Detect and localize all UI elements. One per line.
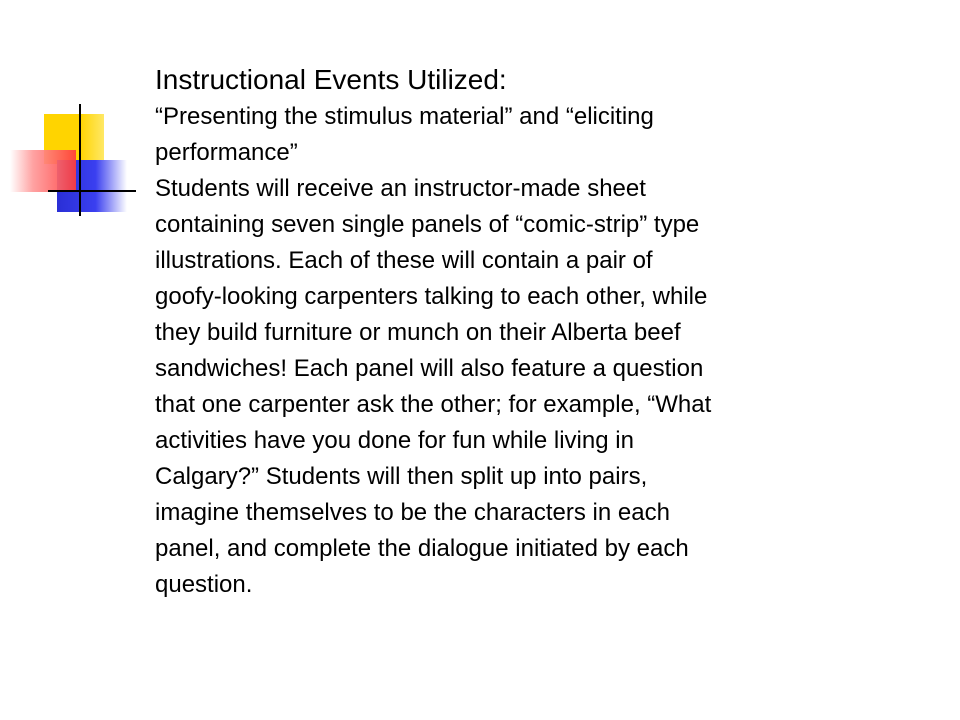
body-line: panel, and complete the dialogue initiated by each	[155, 535, 689, 562]
body-line: performance”	[155, 139, 298, 166]
body-line: “Presenting the stimulus material” and “eliciting	[155, 103, 654, 130]
slide-heading: Instructional Events Utilized:	[155, 64, 507, 95]
body-line: question.	[155, 571, 253, 598]
body-line: activities have you done for fun while living in	[155, 427, 634, 454]
red-square	[10, 150, 76, 192]
horizontal-line	[48, 190, 136, 192]
vertical-line	[79, 104, 81, 216]
body-line: Calgary?” Students will then split up into pairs,	[155, 463, 648, 490]
body-line: sandwiches! Each panel will also feature a question	[155, 355, 704, 382]
slide-content	[155, 60, 915, 603]
body-line: Students will receive an instructor-made sheet	[155, 175, 646, 202]
body-line: they build furniture or munch on their Alberta beef	[155, 319, 681, 346]
body-line: containing seven single panels of “comic-strip” type	[155, 211, 700, 238]
body-line: that one carpenter ask the other; for example, “What	[155, 391, 712, 418]
body-line: imagine themselves to be the characters in each	[155, 499, 670, 526]
body-line: illustrations. Each of these will contain a pair of	[155, 247, 653, 274]
decorative-graphic	[0, 0, 160, 240]
body-line: goofy-looking carpenters talking to each other, while	[155, 283, 708, 310]
